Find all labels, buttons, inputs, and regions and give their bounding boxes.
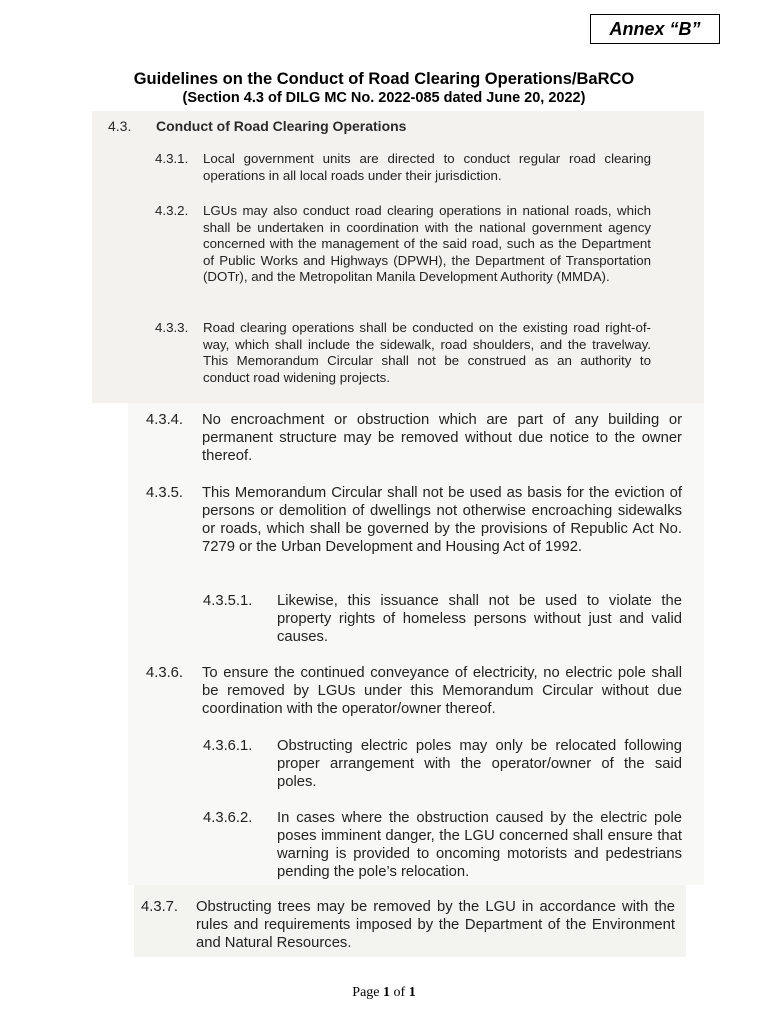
section-title: Conduct of Road Clearing Operations — [156, 118, 407, 134]
clause-text: Obstructing trees may be removed by the LGU in accordance with the rules and requirements imposed by the Department of the Environment and Natural Resources. — [196, 899, 675, 951]
clause-number: 4.3.5. — [146, 485, 184, 501]
clause-text: Likewise, this issuance shall not be used to violate the property rights of homeless persons without just and valid causes. — [277, 593, 682, 645]
page-word: Page — [352, 985, 380, 1000]
section-number: 4.3. — [108, 118, 132, 134]
page-footer — [0, 985, 768, 1001]
clause-text: This Memorandum Circular shall not be used as basis for the eviction of persons or demolition of dwellings not otherwise encroaching sidewalks or roads, which shall be governed by the provisions of Republic Act No. 7279 or the Urban Development and Housing Act of 1992. — [202, 485, 682, 555]
clause-number: 4.3.6. — [146, 665, 184, 681]
clause-number: 4.3.3. — [155, 320, 189, 335]
clause-text: Road clearing operations shall be conducted on the existing road right-of-way, which shall include the sidewalk, road shoulders, and the travelway. This Memorandum Circular shall not be construed as an authority to conduct road widening projects. — [203, 320, 651, 385]
current-page-number: 1 — [383, 985, 391, 1000]
clause-4-3-1 — [155, 151, 651, 184]
clause-4-3-6 — [146, 664, 682, 718]
document-title: Guidelines on the Conduct of Road Clearing Operations/BaRCO — [133, 70, 635, 88]
clause-4-3-6-2 — [203, 809, 682, 881]
clause-4-3-5-1 — [203, 592, 682, 646]
clause-number: 4.3.2. — [155, 203, 189, 218]
clause-4-3-6-1 — [203, 737, 682, 791]
clause-4-3-3 — [155, 320, 651, 386]
clause-number: 4.3.5.1. — [203, 593, 253, 609]
clause-number: 4.3.6.1. — [203, 738, 253, 754]
total-pages-number: 1 — [408, 985, 416, 1000]
clause-number: 4.3.6.2. — [203, 810, 253, 826]
of-word: of — [393, 985, 406, 1000]
document-subtitle: (Section 4.3 of DILG MC No. 2022-085 dated June 20, 2022) — [182, 90, 586, 106]
section-heading — [108, 118, 406, 134]
clause-number: 4.3.1. — [155, 151, 189, 166]
clause-number: 4.3.4. — [146, 412, 184, 428]
clause-text: To ensure the continued conveyance of electricity, no electric pole shall be removed by LGUs under this Memorandum Circular without due coordination with the operator/owner thereof. — [202, 665, 682, 717]
clause-4-3-7 — [141, 898, 675, 952]
clause-4-3-5 — [146, 484, 682, 556]
clause-text: No encroachment or obstruction which are part of any building or permanent structure may be removed without due notice to the owner thereof. — [202, 412, 682, 464]
clause-4-3-2 — [155, 203, 651, 286]
clause-text: In cases where the obstruction caused by the electric pole poses imminent danger, the LGU concerned shall ensure that warning is provided to oncoming motorists and pedestrians pending the pole’s relocation. — [277, 810, 682, 880]
clause-text: Obstructing electric poles may only be relocated following proper arrangement with the operator/owner of the said poles. — [277, 738, 682, 790]
clause-text: LGUs may also conduct road clearing operations in national roads, which shall be undertaken in coordination with the national government agency concerned with the management of the said road, such as the Department of Public Works and Highways (DPWH), the Department of Transportation (DOTr), and the Metropolitan Manila Development Authority (MMDA). — [203, 203, 651, 284]
clause-text: Local government units are directed to conduct regular road clearing operations in all local roads under their jurisdiction. — [203, 151, 651, 183]
annex-label: Annex “B” — [590, 14, 720, 44]
clause-number: 4.3.7. — [141, 899, 179, 915]
clause-4-3-4 — [146, 411, 682, 465]
